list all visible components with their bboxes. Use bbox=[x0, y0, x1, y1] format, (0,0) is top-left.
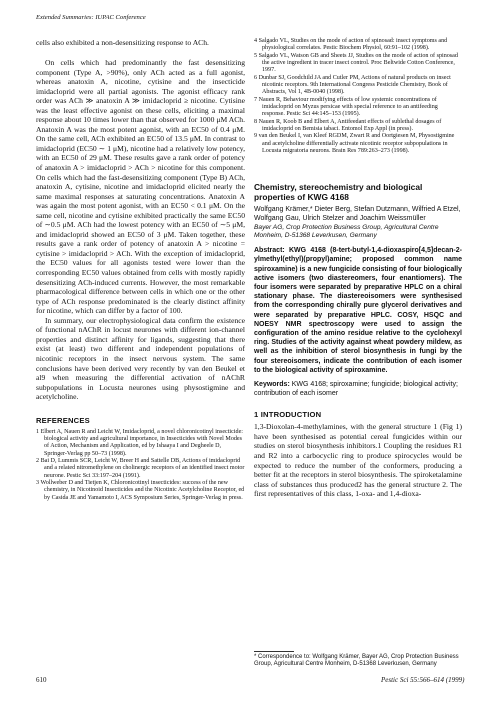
reference-item: 7 Nauen R, Behaviour modifying effects of low systemic concentrations of imidacloprid on Myzus persicae with special reference to an antifeeding response. Pestic Sci 44:145–153 (1995). bbox=[254, 96, 438, 118]
reference-item: 9 van den Beukel I, van Kleef RGDM, Zwart R and Oortgiesen M, Physostigmine and acetylcholine differentially activate nicotinic receptor subpopulations in Locusta migratoria neurons. Brain Res 789:263–273 (1998). bbox=[254, 133, 455, 155]
reference-item: 2 Bai D, Lummis SCR, Leicht W, Breer H and Sattelle DB, Actions of imidacloprid and a related nitromethylene on cholinergic receptors of an identified insect motor neurone. Pestic Sci 33:197–204 (1991). bbox=[36, 458, 245, 479]
footnote: * Correspondence to: Wolfgang Krämer, Bayer AG, Crop Protection Business Group, Agricultural Centre Monheim, D-51368 Leverkusen, Germany bbox=[254, 654, 459, 668]
left-column bbox=[36, 38, 245, 502]
paragraph: On cells which had predominantly the fast desensitizing component (Type A, >90%), only ACh acted as a full agonist, whereas anatoxin A, nicotine, cytisine and the insecticide imidacloprid were all partial agonists. The agonist efficacy rank order was ACh ≫ anatoxin A ≫ imidacloprid ≥ nicotine. Cytisine was the least effective agonist on these cells, eliciting a maximal response about 10 times lower than that observed for 1000 μM ACh. Anatoxin A was the most potent agonist, with an EC50 of 0.4 μM. On the same cell, ACh exhibited an EC50 of 13.5 μM. In contrast to imidacloprid (EC50 ∼ 1 μM), nicotine had a relatively low potency, with an EC50 of 29 μM. These results gave a rank order of potency of anatoxin A > imidacloprid > ACh > nicotine for this component. On cells which had the fast-desensitizing component (Type B) ACh, anatoxin A, cytisine, nicotine and imidacloprid elicited nearly the same maximal responses at saturating concentrations. Anatoxin A was again the most potent agonist, with an EC50 < 0.1 μM. On the same cell, nicotine and cytisine exhibited practically the same EC50 of ∼0.5 μM. ACh had the lowest potency with an EC50 of ∼5 μM, and imidacloprid showed an EC50 of 3 μM. Taken together, these results gave a rank order of potency of anatoxin A > nicotine = cytisine > imidacloprid > ACh. With the exception of imidacloprid, the EC50 values for all agonists tested were lower than the corresponding EC50 values obtained from cells with mostly rapidly desensitizing ACh-induced currents. However, the most remarkable pharmacological difference between cells in which one or the other type of ACh response predominated is the clearly distinct affinity for nicotine, which can differ by a factor of 100. bbox=[36, 58, 245, 316]
reference-item: 4 Salgado VL, Studies on the mode of action of spinosad: insect symptoms and physiological correlates. Pestic Biochem Physiol, 60:91–102 (1998). bbox=[254, 38, 448, 52]
reference-item: 3 Wollweber D and Tietjen K, Chloronicotinyl insecticides: success of the new chemistry, in Nicotinoid Insecticides and the Nicotinic Acetylcholine Receptor, ed by Casida JE and Yamamoto I, ACS Symposium Series, Springer-Verlag in press. bbox=[36, 480, 245, 501]
keywords bbox=[254, 380, 462, 398]
reference-item: 8 Nauen R, Koob B and Elbert A, Antifeedant effects of sublethal dosages of imidacloprid on Bemisia tabaci. Entomol Exp Appl (in press). bbox=[254, 118, 442, 133]
paragraph: In summary, our electrophysiological data confirm the existence of functional nAChR in locust neurones with different ion-channel properties and distinct affinity for ligands, suggesting that there exist (at least) two different and independent populations of nicotinic receptors in the insect nervous system. The same conclusions have been derived very recently by van den Beukel et al9 when measuring the differential activation of nAChR subpopulations in Locusta neurones using physostigmine and acetylcholine. bbox=[36, 315, 245, 402]
reference-item: 1 Elbert A, Nauen R and Leicht W, Imidacloprid, a novel chloronicotinyl insecticide: biological activity and agricultural importance, in Insecticides with Novel Modes of Action, Mechanism and Application, ed by Ishaaya I and Degheele D, Springer-Verlag pp 50–73 (1998). bbox=[36, 428, 243, 457]
reference-item: 5 Salgado VL, Watson GB and Sheets JJ, Studies on the mode of action of spinosad the active ingredient in tracer insect control. Proc Beltwide Cotton Conference, 1997. bbox=[254, 52, 458, 74]
paragraph: 1,3-Dioxolan-4-methylamines, with the general structure 1 (Fig 1) have been synthesised as potential cereal fungicides within our studies on sterol biosynthesis inhibitors.1 Coupling the residues R1 and R2 into a carbocyclic ring to produce spirocycles would be expected to reduce the number of the conformers, producing a better fit at the receptors in sterol biosynthesis. The spiroketalamine class of substances thus produced2 has the general structure 2. The first representatives of this class, 1-oxa- and 1,4-dioxa- bbox=[254, 422, 462, 499]
journal-citation: Pestic Sci 55:566–614 (1999) bbox=[381, 676, 465, 684]
paragraph: cells also exhibited a non-desensitizing response to ACh. bbox=[36, 38, 209, 47]
running-head: Extended Summaries: IUPAC Conference bbox=[36, 14, 146, 21]
abstract-text: KWG 4168 (8-tert-butyl-1,4-dioxaspiro[4,5]decan-2-ylmethyl(ethyl)(propyl)amine; proposed common name spiroxamine) is a new fungicide consisting of four biologically active isomers (two diastereomers, four enantiomers). The four isomers were separated by preparative HPLC on a chiral stationary phase. The diastereoisomers were synthesised from the corresponding chirally pure glycerol derivatives and were separated by preparative HPLC. COSY, HSQC and NOESY NMR spectroscopy were used to assign the configuration of the amino residue relative to the cyclohexyl ring. Studies of the activity against wheat powdery mildew, as well as the inhibition of sterol biosynthesis in fungi by the four stereoisomers, indicate the contribution of each isomer to the biological activity of spiroxamine. bbox=[254, 247, 462, 374]
affiliation: Bayer AG, Crop Protection Business Group, Agricultural Centre Monheim, D-51368 Leverkusen, Germany bbox=[254, 224, 439, 240]
footnote-divider bbox=[254, 651, 294, 652]
keywords-label: Keywords: bbox=[254, 380, 290, 388]
page-number: 610 bbox=[36, 676, 47, 684]
section-heading: 1 INTRODUCTION bbox=[254, 410, 322, 420]
reference-item: 6 Dunbar SJ, Goodchild JA and Cutler PM, Actions of natural products on insect nicotinic receptors. 9th International Congress Pesticide Chemistry, Book of Abstracts, Vol 1, 4B-0040 (1998). bbox=[254, 74, 451, 96]
abstract-label: Abstract: bbox=[254, 247, 285, 255]
references-heading: REFERENCES bbox=[36, 415, 90, 425]
keywords-text: KWG 4168; spiroxamine; fungicide; biological activity; contribution of each isomer bbox=[254, 380, 458, 398]
article-title: Chemistry, stereochemistry and biological properties of KWG 4168 bbox=[254, 181, 423, 202]
right-column bbox=[254, 38, 462, 499]
author-list: Wolfgang Krämer,* Dieter Berg, Stefan Dutzmann, Wilfried A Etzel, Wolfgang Gau, Ulrich Stelzer and Joachim Weissmüller bbox=[254, 205, 461, 222]
abstract bbox=[254, 246, 462, 375]
